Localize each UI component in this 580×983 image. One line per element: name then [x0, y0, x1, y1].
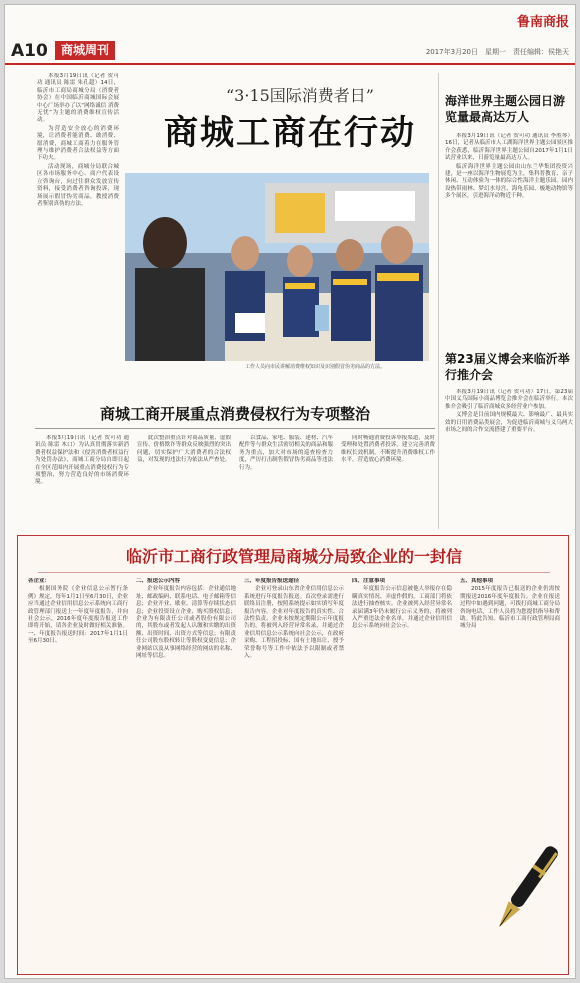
letter-column	[244, 578, 344, 970]
column-divider	[438, 73, 439, 529]
second-story-column: 本报3月19日讯（记者 贺可功 通讯员 陈雷 木口）为认真贯彻落实新消费者权益保护法和《侵害消费者权益行为处罚办法》，商城工商分局自即日起在全区范围内开展重点消费侵权行为专项整治，努力营造良好的市场消费环境。	[35, 435, 129, 486]
lead-paragraph: 本报3月19日讯（记者 贺可功 通讯员 陈雷 朱孔超）14日，临沂市工商局商城分局（消费者协会）在中国临沂商城国际会展中心广场举办了以“网络诚信 消费无忧”为主题的消费维权宣传活动。	[37, 73, 119, 124]
page-number: A10	[11, 41, 48, 61]
letter-title: 临沂市工商行政管理局商城分局致企业的一封信	[125, 547, 462, 566]
section-tag: 商城周刊	[55, 41, 115, 60]
letter-column	[352, 578, 452, 970]
lead-paragraph: 活动现场，商城分局联合城区各市场服务中心、商户代表设立咨询台，向过往群众发放宣传资料，接受消费者咨询投诉，现场展示假冒伪劣商品，教授消费者鉴别真伪的方法。	[37, 163, 119, 207]
photo-caption: 工作人员向市民讲解消费维权知识及识别假冒伪劣商品的方法。	[245, 364, 386, 370]
letter-section-heading: 五、其他事项	[460, 578, 494, 584]
date-line: 2017年3月20日 星期一 责任编辑：侯艳天	[425, 48, 569, 56]
letter-paragraph: 2015年度报告已报送的企业仍需按期报送2016年度年度报告。企业在报送过程中如遇到问题，可拨打商城工商分局咨询电话，工作人员将为您提供指导和帮助。特此告知。临沂市工商行政管理局商城分局	[460, 586, 560, 630]
second-headline: 商城工商开展重点消费侵权行为专项整治	[99, 405, 370, 423]
letter-column	[28, 578, 128, 970]
side-paragraph: 义博会是目前国内规模最大、影响最广、最具实效的日用消费品类展会，为促进临沂商城与义乌两大市场之间的合作交流搭建了重要平台。	[445, 412, 573, 434]
letter-rule	[38, 572, 550, 573]
side-story-yiwu-fair	[445, 389, 573, 529]
letter-column	[136, 578, 236, 970]
letter-paragraph: 年度报告公示信息被他人举报存在隐瞒真实情况、弄虚作假的，工商部门将依法进行抽查核实。企业被列入经营异常名录届满3年仍未履行公示义务的，将被列入严重违法企业名单，并通过企业信用信息公示系统向社会公示。	[352, 586, 452, 630]
news-photo	[125, 173, 429, 361]
side-headline-yiwu-fair: 第23届义博会来临沂举行推介会	[445, 352, 570, 382]
page-header	[5, 5, 576, 65]
lead-kicker: “3·15国际消费者日”	[226, 86, 374, 105]
side-headline-ocean-park: 海洋世界主题公园日游览量最高达万人	[445, 94, 566, 124]
letter-paragraph: 企业年度报告内容包括：企业通信地址、邮政编码、联系电话、电子邮箱等信息；企业开业、歇业、清算等存续状态信息；企业投资设立企业、购买股权信息；企业为有限责任公司或者股份有限公司的，其股东或者发起人认缴和实缴的出资额、出资时间、出资方式等信息；有限责任公司股东股权转让等股权变更信息；企业网站以及从事网络经营的网店的名称、网址等信息。	[136, 586, 236, 660]
header-rule	[5, 63, 576, 65]
letter-section-heading: 二、报送公示内容	[136, 578, 181, 584]
newspaper-page	[4, 4, 576, 979]
second-story-column: 同时畅通消费投诉举报渠道，及时受理和处置消费者投诉，建立完善消费维权长效机制，不断提升消费维权工作水平，营造放心消费环境。	[341, 435, 435, 464]
lead-headline: 商城工商在行动	[164, 113, 416, 153]
second-story-column: 以食品、家电、服装、建材、汽车配件等与群众生活密切相关的商品和服务为重点，加大对市场的巡查检查力度，严厉打击制售假冒伪劣商品等违法行为。	[239, 435, 333, 471]
lead-story-column	[37, 73, 119, 358]
fountain-pen-icon	[483, 843, 563, 943]
side-paragraph: 本报3月19日讯（记者 贺可功 通讯员 李胜琴）16日，记者从临沂市人工湖海洋世界主题公园景区推介会获悉，临沂海洋世界主题公园自2017年1月1日试营业以来，日游览量最高达万人。	[445, 133, 573, 162]
second-story-column: 此次整治重点针对商品质量、虚假宣传、价格欺诈等群众反映强烈的突出问题，切实保护广大消费者的合法权益，对发现的违法行为依法从严查处。	[137, 435, 231, 464]
side-paragraph: 本报3月19日讯（记者 贺可功）17日，第23届中国义乌国际小商品博览会推介会在临沂举行。本次推介会吸引了临沂商城众多经营业户参加。	[445, 389, 573, 410]
letter-paragraph: 企业可登录山东省企业信用信息公示系统进行年度报告报送。首次登录需进行联络员注册，按照系统提示如实填写年度报告内容。企业对年度报告的真实性、合法性负责。企业未按规定期限公示年度报告的，将被列入经营异常名录，并通过企业信用信息公示系统向社会公示，在政府采购、工程招投标、国有土地出让、授予荣誉称号等工作中依法予以限制或者禁入。	[244, 586, 344, 660]
letter-section-heading: 三、年度报告报送途径	[244, 578, 300, 584]
letter-paragraph: 根据国务院《企业信息公示暂行条例》规定，每年1月1日至6月30日，企业应当通过企业信用信息公示系统向工商行政管理部门报送上一年度年度报告，并向社会公示。2016年度年度报告报送工作即将开始，请各企业及时做好相关准备。一、年度报告报送时间：2017年1月1日至6月30日。	[28, 586, 128, 645]
letter-column	[460, 578, 560, 828]
lead-paragraph: 为营造安全放心的消费环境，让消费者能消费、敢消费、愿消费，商城工商着力在服务管理与维护消费者合法权益等方面下功夫。	[37, 125, 119, 162]
side-story-ocean-park	[445, 133, 573, 333]
side-paragraph: 临沂海洋世界主题公园由山东兰华集团投资兴建，是一座以海洋生物展览为主，集科普教育、亲子休闲、互动体验为一体的综合性海洋主题乐园。园内设热带雨林、梦幻水母宫、海龟乐园、极地动物馆等多个展区，引进海洋动物近千种。	[445, 163, 573, 200]
newspaper-brand: 鲁南商报	[516, 15, 569, 30]
letter-section-heading: 各企业：	[28, 578, 51, 584]
headline-rule	[35, 428, 435, 429]
letter-section-heading: 四、注意事项	[352, 578, 386, 584]
